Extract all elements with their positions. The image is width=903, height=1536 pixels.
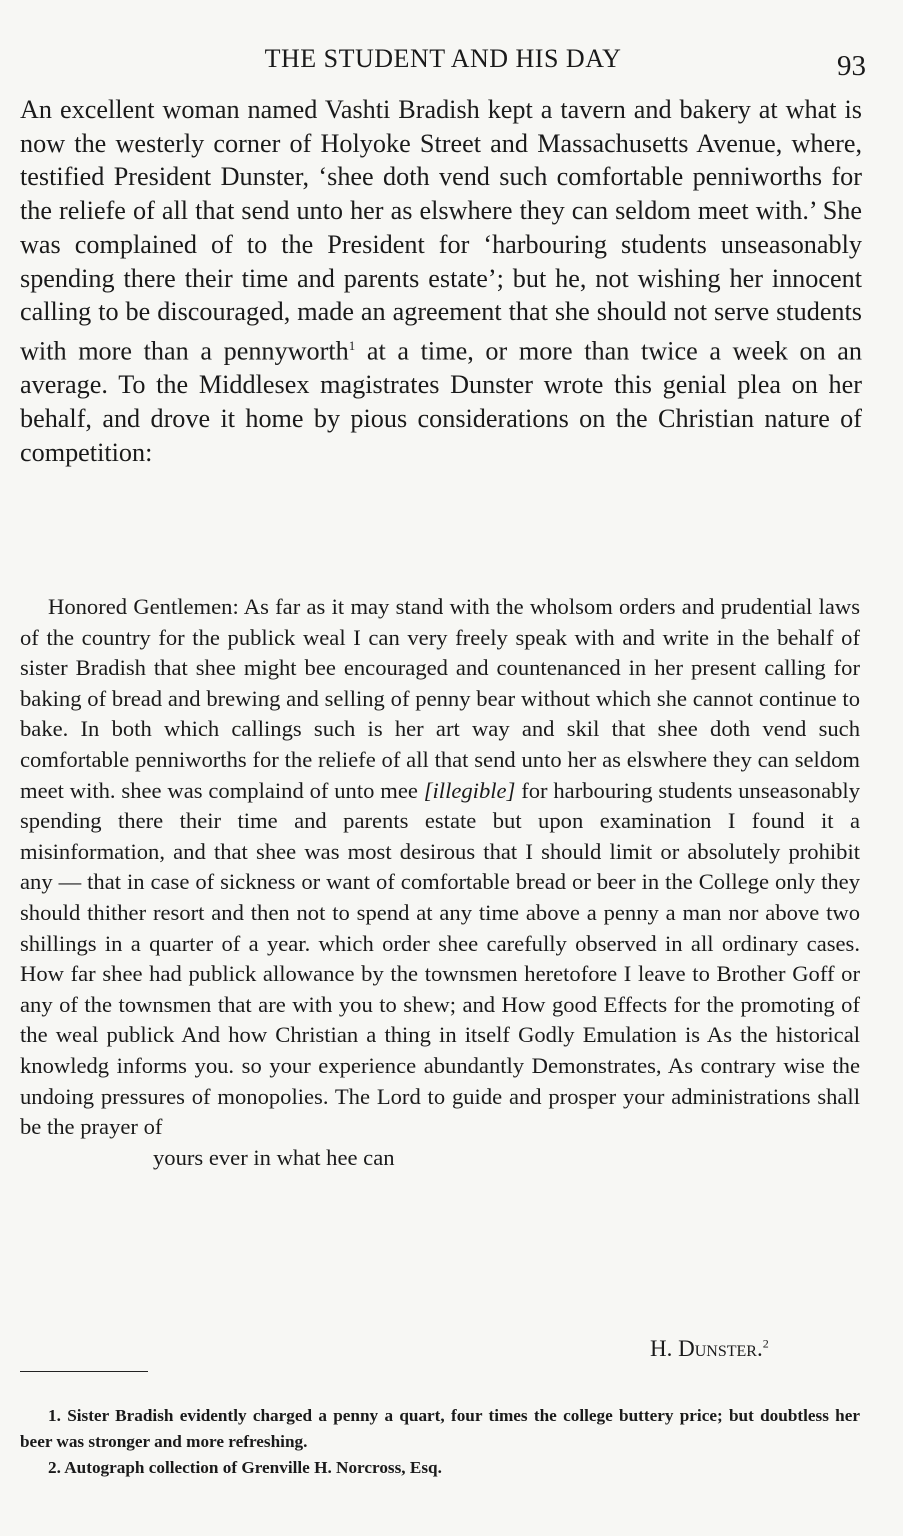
body-paragraph (20, 93, 862, 469)
footnote-2 (20, 1455, 860, 1481)
letter-closing: yours ever in what hee can (153, 1144, 395, 1170)
letter-body (20, 592, 860, 1143)
signature-rest: unster. (694, 1336, 763, 1361)
body-text-part-2: at a time, or more than twice a week on an average. To the Middlesex magistrates Dunster wrote this genial plea on her behalf, and drove it home by pious considerations on the Christian nature of competition: (20, 336, 863, 467)
letter-text-part-2: for harbouring students unseasonably spending there their time and parents estate but upon examination I found it a misinformation, and that shee was most desirous that I should limit or absolutely prohibit any — that in case of sickness or want of comfortable bread or beer in the College only they should thither resort and then not to spend at any time above a penny a man nor above two shillings in a quarter of a year. which order shee carefully observed in all ordinary cases. How far shee had publick allowance by the townsmen heretofore I leave to Brother Goff or any of the townsmen that are with you to shew; and How good Effects for the promoting of the weal publick And how Christian a thing in itself Godly Emulation is As the historical knowledg informs you. so your experience abundantly Demonstrates, As contrary wise the undoing pressures of monopolies. The Lord to guide and prosper your administrations shall be the prayer of (20, 777, 860, 1140)
footnote-text: Autograph collection of Grenville H. Norcross, Esq. (64, 1458, 442, 1477)
footnote-number: 2. (48, 1458, 61, 1477)
footnote-number: 1. (48, 1406, 61, 1425)
footnote-1 (20, 1403, 860, 1455)
letter-text-part-1: Honored Gentlemen: As far as it may stand with the wholsom orders and prudential laws of the country for the publick weal I can very freely speak with and write in the behalf of sister Bradish that shee might bee encouraged and countenanced in her present calling for baking of bread and brewing and selling of penny bear without which she cannot continue to bake. In both which callings such is her art way and skil that shee doth vend such comfortable penniworths for the reliefe of all that send unto her as elswhere they can seldom meet with. shee was complaind of unto mee (20, 594, 860, 803)
footnote-divider (20, 1371, 148, 1372)
running-head: THE STUDENT AND HIS DAY (264, 44, 622, 73)
signature (650, 1336, 769, 1362)
footnotes (20, 1403, 860, 1481)
page-header (20, 38, 866, 82)
footnote-text: Sister Bradish evidently charged a penny a quart, four times the college buttery price; but doubtless her beer was stronger and more refreshing. (20, 1406, 860, 1451)
quoted-letter (20, 592, 860, 1173)
body-text-part-1: An excellent woman named Vashti Bradish kept a tavern and bakery at what is now the westerly corner of Holyoke Street and Massachusetts Avenue, where, testified President Dunster, ‘shee doth vend such comfortable penniworths for the reliefe of all that send unto her as elswhere they can seldom meet with.’ She was complained of to the President for ‘harbouring students unseasonably spending there their time and parents estate’; but he, not wishing her innocent calling to be discouraged, made an agreement that she should not serve students with more than a pennyworth (20, 95, 862, 366)
page-number: 93 (837, 50, 866, 82)
footnote-ref-2: 2 (762, 1336, 769, 1351)
illegible-note: [illegible] (423, 777, 516, 803)
footnote-ref-1: 1 (348, 337, 356, 353)
signature-initial: H. D (650, 1336, 695, 1361)
